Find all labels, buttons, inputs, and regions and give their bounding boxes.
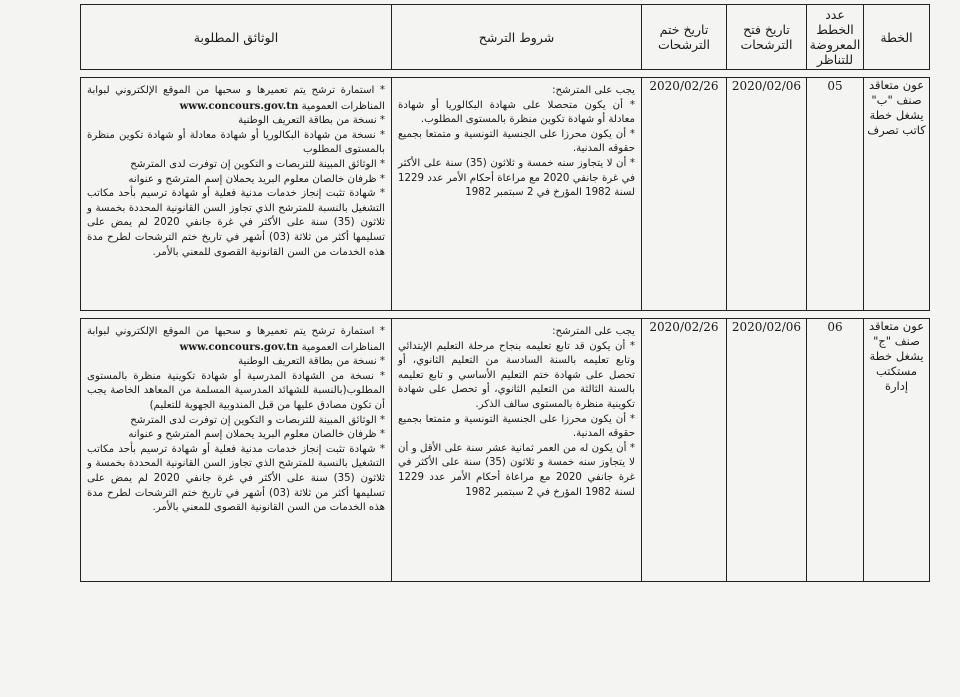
documents-line: * نسخة من شهادة البكالوريا أو شهادة معادلة أو شهادة تكوين منظرة بالمستوى المطلوب — [87, 129, 385, 156]
header-row — [81, 5, 930, 70]
documents-line: * نسخة من بطاقة التعريف الوطنية — [238, 115, 385, 127]
conditions-line: * أن يكون قد تابع تعليمه بنجاح مرحلة التعليم الإبتدائي وتابع تعليمه بالسنة السادسة من التعليم الثانوي، أو تحصل على شهادة ختم التعليم الأساسي و تابع تعليمه بالسنة الثالثة من التعليم الثانوي، أو تحصل على شهادة تكوينية منظرة بالمستوى سالف الذكر. — [398, 340, 635, 410]
recruitment-table — [80, 4, 930, 582]
plan-cell: عون متعاقد صنف "ب" يشغل خطة كاتب تصرف — [864, 78, 930, 311]
open-date-cell: 2020/02/06 — [727, 78, 807, 311]
documents-form-line: * استمارة ترشح يتم تعميرها و سحبها من الموقع الإلكتروني لبوابة المناظرات العمومية — [87, 326, 385, 353]
documents-line: * ظرفان خالصان معلوم البريد يحملان إسم المترشح و عنوانه — [128, 429, 385, 441]
close-date-cell: 2020/02/26 — [642, 78, 727, 311]
documents-line: * الوثائق المبينة للتربصات و التكوين إن توفرت لدى المترشح — [130, 158, 385, 170]
header-conditions: شروط الترشح — [392, 5, 642, 70]
portal-url: www.concours.gov.tn — [179, 340, 299, 353]
header-close-date: تاريخ ختم الترشحات — [642, 5, 727, 70]
documents-line — [87, 325, 385, 355]
conditions-line: * أن يكون متحصلا على شهادة البكالوريا أو شهادة معادلة أو شهادة تكوين منظرة بالمستوى المطلوب. — [398, 99, 635, 126]
documents-form-line: * استمارة ترشح يتم تعميرها و سحبها من الموقع الإلكتروني لبوابة المناظرات العمومية — [87, 85, 385, 112]
count-cell: 06 — [807, 319, 864, 582]
documents-line — [87, 84, 385, 114]
documents-cell — [81, 319, 392, 582]
documents-line: * ظرفان خالصان معلوم البريد يحملان إسم المترشح و عنوانه — [128, 173, 385, 185]
header-open-date: تاريخ فتح الترشحات — [727, 5, 807, 70]
conditions-line: يجب على المترشح: — [552, 326, 635, 337]
table-row — [81, 78, 930, 311]
conditions-cell — [392, 78, 642, 311]
plan-cell: عون متعاقد صنف "ج" يشغل خطة مستكتب إدارة — [864, 319, 930, 582]
documents-line: * نسخة من بطاقة التعريف الوطنية — [238, 356, 385, 368]
documents-line: * الوثائق المبينة للتربصات و التكوين إن توفرت لدى المترشح — [130, 414, 385, 426]
conditions-line: * أن يكون محرزا على الجنسية التونسية و متمتعا بجميع حقوقه المدنية. — [398, 128, 635, 155]
documents-line: * نسخة من الشهادة المدرسية أو شهادة تكوينية منظرة بالمستوى المطلوب(بالنسبة للشهائد المدرسية المسلمة من المعاهد الخاصة يجب أن تكون مصادق عليها من قبل المندوبية الجهوية للتعليم) — [87, 370, 385, 411]
header-count: عدد الخطط المعروضة للتناظر — [807, 5, 864, 70]
conditions-cell — [392, 319, 642, 582]
documents-cell — [81, 78, 392, 311]
header-plan: الخطة — [864, 5, 930, 70]
open-date-cell: 2020/02/06 — [727, 319, 807, 582]
header-documents: الوثائق المطلوبة — [81, 5, 392, 70]
conditions-line: يجب على المترشح: — [552, 85, 635, 96]
close-date-cell: 2020/02/26 — [642, 319, 727, 582]
conditions-line: * أن لا يتجاوز سنه خمسة و ثلاثون (35) سنة على الأكثر في غرة جانفي 2020 مع مراعاة أحكام الأمر عدد 1229 لسنة 1982 المؤرخ في 2 سبتمبر 1982 — [398, 157, 636, 199]
documents-line: * شهادة تثبت إنجاز خدمات مدنية فعلية أو شهادة ترسيم بأحد مكاتب التشغيل بالنسبة للمترشح الذي تجاوز السن القانونية المحددة بخمسة و ثلاثون (35) سنة على الأكثر في غرة جانفي 2020 لم يمض على تسليمها أكثر من ثلاثة (03) أشهر في تاريخ ختم الترشحات لطرح مدة هذه الخدمات من السن القانونية القصوى للمعني بالأمر. — [87, 188, 386, 258]
conditions-line: * أن يكون له من العمر ثمانية عشر سنة على الأقل و أن لا يتجاوز سنه خمسة و ثلاثون (35) سنة على الأكثر في غرة جانفي 2020 مع مراعاة أحكام الأمر عدد 1229 لسنة 1982 المؤرخ في 2 سبتمبر 1982 — [398, 442, 635, 498]
portal-url: www.concours.gov.tn — [179, 99, 299, 112]
documents-line: * شهادة تثبت إنجاز خدمات مدنية فعلية أو شهادة ترسيم بأحد مكاتب التشغيل بالنسبة للمترشح الذي تجاوز السن القانونية المحددة بخمسة و ثلاثون (35) سنة على الأكثر في غرة جانفي 2020 لم يمض على تسليمها أكثر من ثلاثة (03) أشهر في تاريخ ختم الترشحات لطرح مدة هذه الخدمات من السن القانونية القصوى للمعني بالأمر. — [87, 443, 386, 514]
conditions-line: * أن يكون محرزا على الجنسية التونسية و متمتعا بجميع حقوقه المدنية. — [398, 413, 635, 440]
count-cell: 05 — [807, 78, 864, 311]
table-row — [81, 319, 930, 582]
